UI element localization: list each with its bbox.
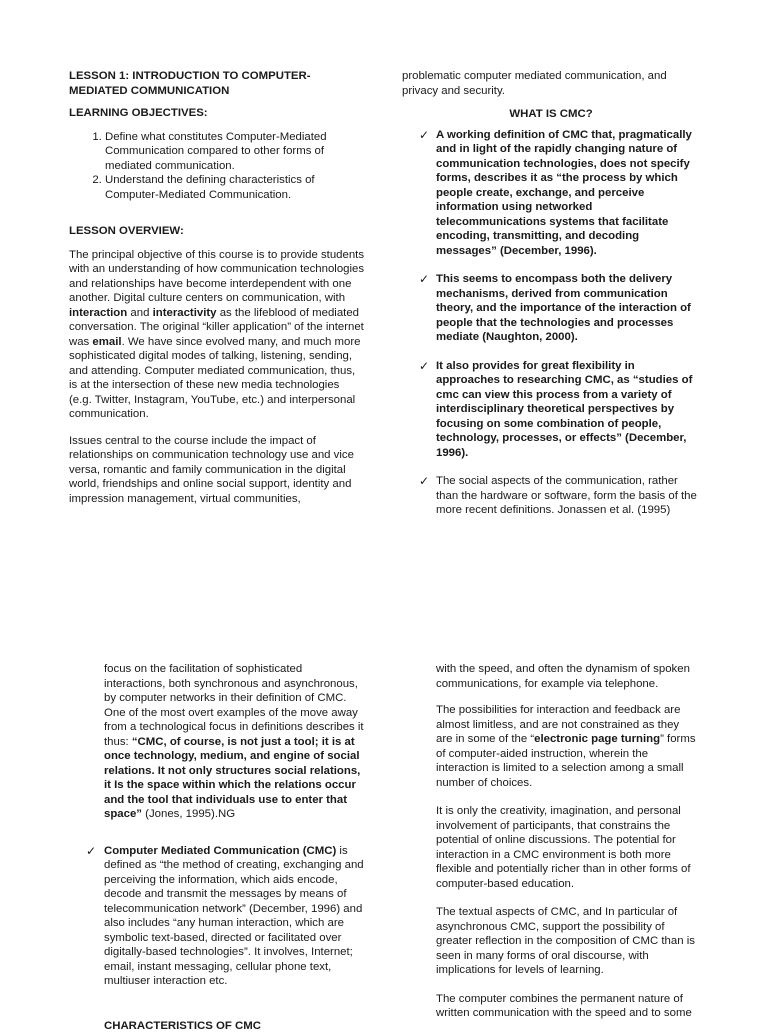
overview-heading: LESSON OVERVIEW:: [69, 224, 365, 239]
continued-paragraph: problematic computer mediated communication, and privacy and security.: [402, 69, 700, 98]
bold-term: Computer Mediated Communication (CMC): [104, 845, 336, 857]
list-item-text: This seems to encompass both the delivery mechanisms, derived from communication theory, and the importance of the interaction of people that the technologies and processes mediate (Naughton, 2000).: [436, 273, 691, 343]
text-run: ” forms of computer-aided instruction, wherein the interaction is limited to a selection among a small number of choices.: [436, 733, 696, 789]
text-run: . We have since evolved many, and much more sophisticated digital modes of talking, listening, sending, and attending. Computer mediated communication, thus, is at the intersection of these new media technologies (e.g. Twitter, Instagram, YouTube, etc.) and interpersonal communication.: [69, 336, 360, 421]
text-run: (Jones, 1995).NG: [142, 808, 235, 820]
text-run: The principal objective of this course is to provide students with an understanding of how communication technologies and relationships have become interdependent with one another. Digital culture centers on communication, with: [69, 249, 364, 305]
paragraph: It is only the creativity, imagination, and personal involvement of participants, that constrains the potential of online discussions. The potential for interaction in a CMC environment is both more flexible and potentially richer than in other forms of computer-based education.: [436, 804, 698, 891]
check-mark-icon: ✓: [419, 272, 429, 287]
list-item-text: is defined as “the method of creating, exchanging and perceiving the information, which aids encode, decode and transmit the messages by means of telecommunication network” (December, 1996) and also includes “any human interaction, which are symbolic text-based, directed or facilitated over digitally-based technologies”. It involves, Internet; email, instant messaging, cellular phone text, multiuser interaction etc.: [104, 845, 364, 988]
text-run: The possibilities for interaction and feedback are almost limitless, and are not constrained as they are in some of the “: [436, 704, 680, 745]
check-mark-icon: ✓: [419, 128, 429, 143]
list-item: 1. Define what constitutes Computer-Mediated Communication compared to other forms of mediated communication.: [105, 130, 365, 174]
paragraph: The textual aspects of CMC, and In particular of asynchronous CMC, support the possibility of greater reflection in the composition of CMC than is seen in many forms of oral discourse, with implications for levels of learning.: [436, 905, 698, 978]
quote-text: “CMC, of course, is not just a tool; it is at once technology, medium, and engine of social relations. It not only structures social relations, it Is the space within which the relations occur and the tool that individuals use to enter that space”: [104, 736, 360, 821]
page1-left-column: [69, 69, 365, 518]
paragraph: [436, 703, 698, 790]
bold-term: interaction: [69, 307, 127, 319]
section-heading: WHAT IS CMC?: [402, 107, 700, 122]
page2-left-column: [104, 662, 366, 1033]
check-mark-icon: ✓: [419, 359, 429, 374]
bold-term: email: [92, 336, 121, 348]
paragraph: The computer combines the permanent nature of written communication with the speed and to some: [436, 992, 698, 1021]
check-mark-icon: ✓: [419, 474, 429, 489]
characteristics-heading: CHARACTERISTICS OF CMC: [104, 1019, 366, 1033]
cmc-definition-list: [402, 128, 700, 518]
bold-term: electronic page turning: [534, 733, 660, 745]
overview-paragraph-1: [69, 248, 365, 422]
list-item: [402, 128, 700, 259]
continued-paragraph: [104, 662, 366, 822]
list-item-text: It also provides for great flexibility in approaches to researching CMC, as “studies of cmc can view this process from a variety of interdisciplinary theoretical perspectives by focusing on some combination of people, technology, processes, or effects” (December, 1996).: [436, 360, 692, 459]
list-item-text: The social aspects of the communication, rather than the hardware or software, form the basis of the more recent definitions. Jonassen et al. (1995): [436, 475, 697, 516]
text-run: and: [127, 307, 152, 319]
page2-right-column: [436, 662, 698, 1033]
text-run: as the lifeblood of mediated conversation. The original “killer application” of the internet was: [69, 307, 364, 348]
list-item-text: A working definition of CMC that, pragmatically and in light of the rapidly changing nature of communication technologies, does not specify forms, describes it as “the process by which people create, exchange, and perceive information using networked telecommunications systems that facilitate encoding, transmitting, and decoding messages” (December, 1996).: [436, 129, 692, 257]
list-item: [70, 844, 366, 989]
bold-term: interactivity: [153, 307, 217, 319]
list-item: [402, 272, 700, 345]
list-item: [402, 359, 700, 461]
objectives-heading: LEARNING OBJECTIVES:: [69, 106, 365, 121]
document-page-2: [0, 652, 768, 1024]
check-mark-icon: ✓: [86, 844, 96, 859]
text-run: focus on the facilitation of sophisticated interactions, both synchronous and asynchronous, by computer networks in their definition of CMC. One of the most overt examples of the move away from a technological focus in definitions describes it thus:: [104, 663, 364, 748]
page1-right-column: [402, 69, 700, 532]
list-item: 2. Understand the defining characteristics of Computer-Mediated Communication.: [105, 173, 365, 202]
paragraph: with the speed, and often the dynamism of spoken communications, for example via telephone.: [436, 662, 698, 691]
overview-paragraph-2: Issues central to the course include the impact of relationships on communication technology use and vice versa, romantic and family communication in the digital world, friendships and online social support, identity and impression management, virtual communities,: [69, 434, 365, 507]
list-item: [402, 474, 700, 518]
lesson-title: LESSON 1: INTRODUCTION TO COMPUTER-MEDIATED COMMUNICATION: [69, 69, 365, 98]
objectives-list: [69, 130, 365, 203]
